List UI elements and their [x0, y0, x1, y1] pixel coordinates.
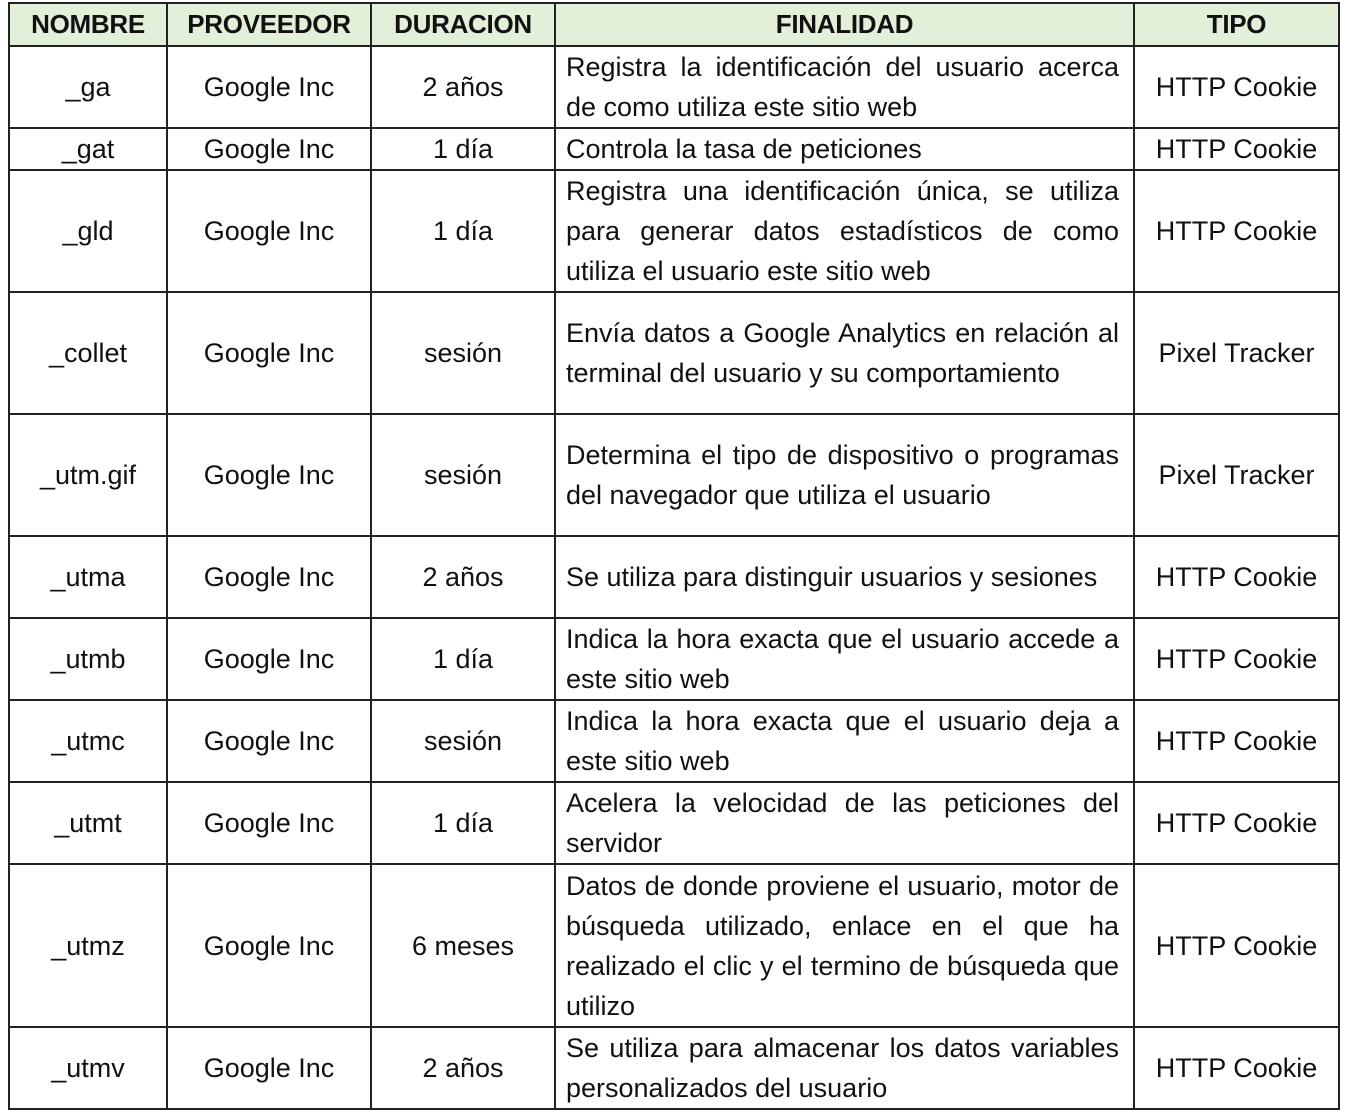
table-row: [9, 864, 1339, 1027]
cell-type: HTTP Cookie: [1134, 46, 1339, 128]
cell-provider: Google Inc: [167, 700, 371, 782]
table-row: [9, 1027, 1339, 1109]
table-header-row: [9, 3, 1339, 46]
cell-type: HTTP Cookie: [1134, 700, 1339, 782]
cell-name: _ga: [9, 46, 167, 128]
cell-type: HTTP Cookie: [1134, 618, 1339, 700]
cell-purpose: Acelera la velocidad de las peticiones del servidor: [555, 782, 1134, 864]
cell-name: _gat: [9, 128, 167, 170]
table-row: [9, 128, 1339, 170]
cell-duration: 1 día: [371, 170, 555, 292]
table-row: [9, 292, 1339, 414]
cell-duration: 2 años: [371, 1027, 555, 1109]
cell-type: HTTP Cookie: [1134, 536, 1339, 618]
cell-duration: sesión: [371, 292, 555, 414]
header-duration: DURACION: [371, 3, 555, 46]
table-row: [9, 782, 1339, 864]
cell-type: HTTP Cookie: [1134, 128, 1339, 170]
cell-name: _utmz: [9, 864, 167, 1027]
cell-duration: 1 día: [371, 782, 555, 864]
cell-purpose: Registra una identificación única, se utiliza para generar datos estadísticos de como utiliza el usuario este sitio web: [555, 170, 1134, 292]
cell-provider: Google Inc: [167, 618, 371, 700]
cell-type: HTTP Cookie: [1134, 782, 1339, 864]
cell-provider: Google Inc: [167, 1027, 371, 1109]
cell-name: _collet: [9, 292, 167, 414]
table-body: [9, 46, 1339, 1109]
cell-name: _gld: [9, 170, 167, 292]
table-row: [9, 46, 1339, 128]
cell-name: _utmv: [9, 1027, 167, 1109]
cell-type: HTTP Cookie: [1134, 170, 1339, 292]
cell-type: Pixel Tracker: [1134, 292, 1339, 414]
cell-duration: 2 años: [371, 46, 555, 128]
table-row: [9, 414, 1339, 536]
cell-purpose: Indica la hora exacta que el usuario deja a este sitio web: [555, 700, 1134, 782]
header-provider: PROVEEDOR: [167, 3, 371, 46]
header-type: TIPO: [1134, 3, 1339, 46]
cell-purpose: Se utiliza para almacenar los datos variables personalizados del usuario: [555, 1027, 1134, 1109]
cell-provider: Google Inc: [167, 864, 371, 1027]
cell-purpose: Registra la identificación del usuario acerca de como utiliza este sitio web: [555, 46, 1134, 128]
cell-purpose: Envía datos a Google Analytics en relación al terminal del usuario y su comportamiento: [555, 292, 1134, 414]
cell-name: _utmb: [9, 618, 167, 700]
cell-provider: Google Inc: [167, 292, 371, 414]
header-purpose: FINALIDAD: [555, 3, 1134, 46]
cell-purpose: Datos de donde proviene el usuario, motor de búsqueda utilizado, enlace en el que ha realizado el clic y el termino de búsqueda que utilizo: [555, 864, 1134, 1027]
cell-purpose: Indica la hora exacta que el usuario accede a este sitio web: [555, 618, 1134, 700]
cell-type: HTTP Cookie: [1134, 864, 1339, 1027]
cookie-table: [8, 2, 1340, 1110]
cell-purpose: Se utiliza para distinguir usuarios y sesiones: [555, 536, 1134, 618]
table-row: [9, 700, 1339, 782]
cell-provider: Google Inc: [167, 46, 371, 128]
cell-name: _utm.gif: [9, 414, 167, 536]
cell-provider: Google Inc: [167, 782, 371, 864]
cell-provider: Google Inc: [167, 170, 371, 292]
table-row: [9, 170, 1339, 292]
cell-purpose: Controla la tasa de peticiones: [555, 128, 1134, 170]
cell-duration: 6 meses: [371, 864, 555, 1027]
cell-duration: sesión: [371, 700, 555, 782]
cell-name: _utma: [9, 536, 167, 618]
header-name: NOMBRE: [9, 3, 167, 46]
cell-purpose: Determina el tipo de dispositivo o programas del navegador que utiliza el usuario: [555, 414, 1134, 536]
table-row: [9, 618, 1339, 700]
cell-name: _utmc: [9, 700, 167, 782]
cell-provider: Google Inc: [167, 128, 371, 170]
table-row: [9, 536, 1339, 618]
cell-provider: Google Inc: [167, 414, 371, 536]
cell-type: Pixel Tracker: [1134, 414, 1339, 536]
cell-provider: Google Inc: [167, 536, 371, 618]
cell-duration: 2 años: [371, 536, 555, 618]
cell-name: _utmt: [9, 782, 167, 864]
cell-duration: 1 día: [371, 618, 555, 700]
cell-duration: 1 día: [371, 128, 555, 170]
cell-duration: sesión: [371, 414, 555, 536]
cell-type: HTTP Cookie: [1134, 1027, 1339, 1109]
